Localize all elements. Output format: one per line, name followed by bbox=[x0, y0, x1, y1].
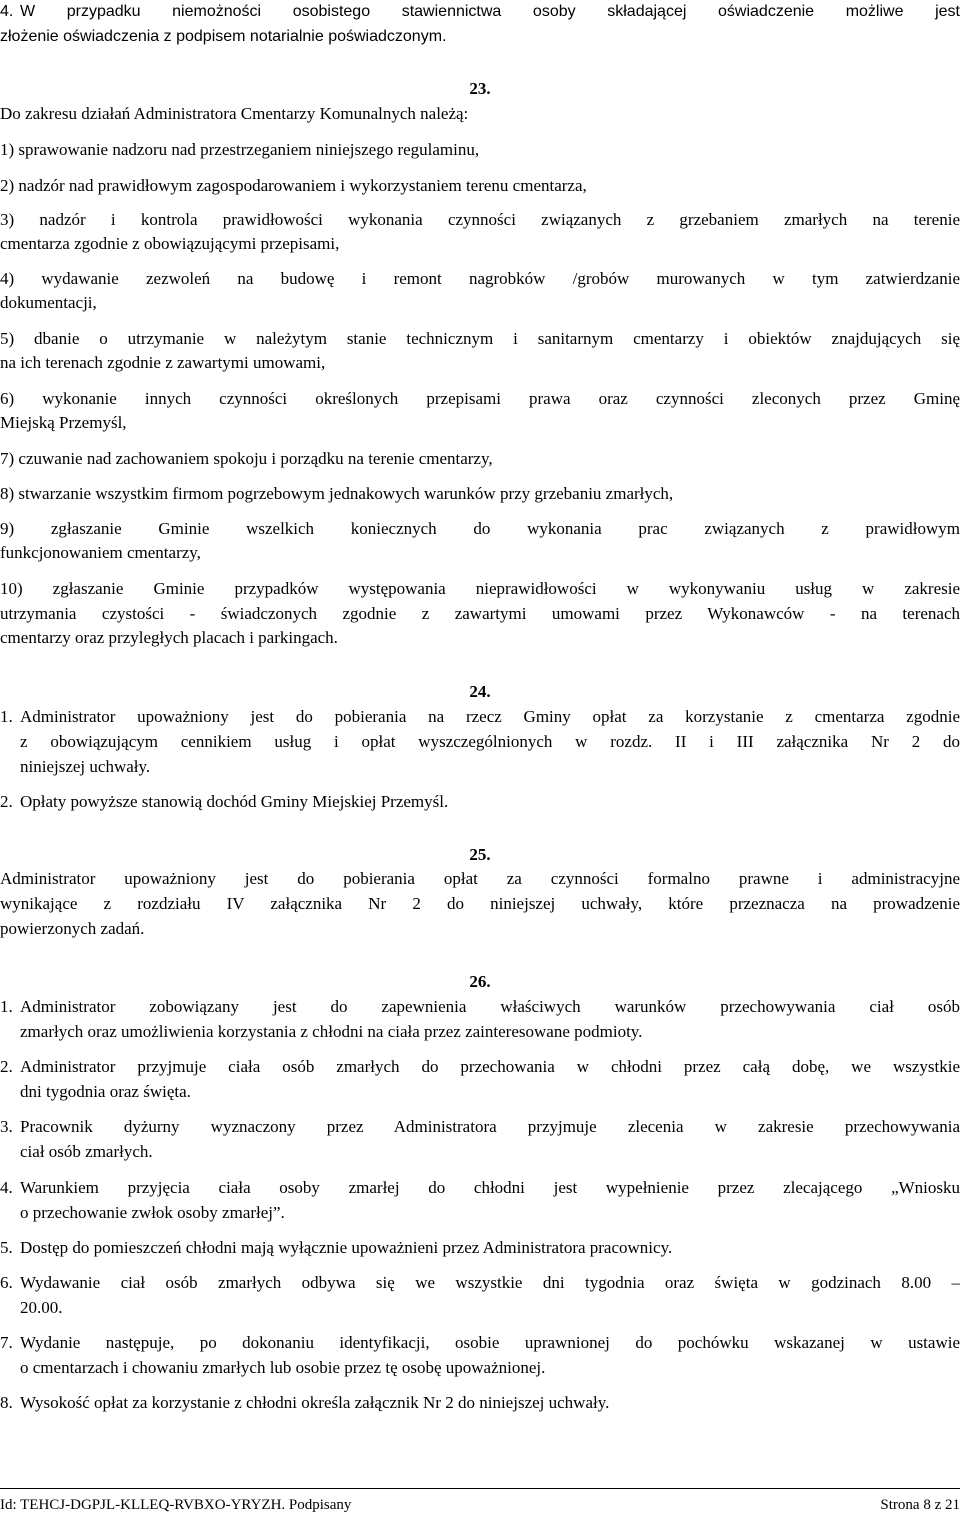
list-item-line: funkcjonowaniem cmentarzy, bbox=[0, 543, 201, 562]
page-number: Strona 8 z 21 bbox=[880, 1497, 960, 1513]
section-heading: 26. bbox=[469, 972, 491, 991]
list-item-line: dni tygodnia oraz święta. bbox=[20, 1082, 191, 1101]
list-item-line: o przechowanie zwłok osoby zmarłej”. bbox=[20, 1203, 285, 1222]
item-text: Wydanie następuje, po dokonaniu identyfikacji, osobie uprawnionej do pochówku wskazanej w ustawie bbox=[20, 1333, 960, 1352]
list-item-line bbox=[0, 707, 960, 727]
list-item-line: 5) dbanie o utrzymanie w należytym stanie technicznym i sanitarnym cmentarzy i obiektów znajdujących się bbox=[0, 329, 960, 348]
list-item-line: 4) wydawanie zezwoleń na budowę i remont nagrobków /grobów murowanych w tym zatwierdzanie bbox=[0, 269, 960, 288]
item-number: 7. bbox=[0, 1333, 13, 1352]
paragraph-line: powierzonych zadań. bbox=[0, 919, 145, 938]
list-item-line: 3) nadzór i kontrola prawidłowości wykonania czynności związanych z grzebaniem zmarłych na terenie bbox=[0, 210, 960, 229]
item-text: Administrator upoważniony jest do pobierania na rzecz Gminy opłat za korzystanie z cmentarza zgodnie bbox=[20, 707, 960, 726]
item-text: Dostęp do pomieszczeń chłodni mają wyłącznie upoważnieni przez Administratora pracownicy. bbox=[20, 1238, 673, 1257]
list-item-line: cmentarzy oraz przyległych placach i parkingach. bbox=[0, 628, 338, 647]
footer-divider bbox=[0, 1488, 960, 1489]
list-item-line bbox=[0, 997, 960, 1017]
list-item-line: 2) nadzór nad prawidłowym zagospodarowaniem i wykorzystaniem terenu cmentarza, bbox=[0, 176, 587, 195]
list-item-line: ciał osób zmarłych. bbox=[20, 1142, 153, 1161]
item-number: 2. bbox=[0, 1057, 13, 1076]
list-item-line: 20.00. bbox=[20, 1298, 63, 1317]
section-heading: 24. bbox=[469, 682, 491, 701]
list-item-line: 8) stwarzanie wszystkim firmom pogrzebowym jednakowych warunków przy grzebaniu zmarłych, bbox=[0, 484, 674, 503]
item-number: 4. bbox=[0, 1178, 13, 1197]
list-item-line: 7) czuwanie nad zachowaniem spokoju i porządku na terenie cmentarzy, bbox=[0, 449, 493, 468]
list-item-line: z obowiązującym cennikiem usług i opłat wyszczególnionych w rozdz. II i III załącznika Nr 2 do bbox=[20, 732, 960, 751]
paragraph-line: Administrator upoważniony jest do pobierania opłat za czynności formalno prawne i administracyjne bbox=[0, 869, 960, 888]
paragraph-line: złożenie oświadczenia z podpisem notarialnie poświadczonym. bbox=[0, 28, 447, 45]
list-item-line bbox=[0, 1393, 960, 1413]
item-text: W przypadku niemożności osobistego stawiennictwa osoby składającej oświadczenie możliwe jest bbox=[20, 3, 960, 20]
list-item-line bbox=[0, 792, 960, 812]
list-item-line: Miejską Przemyśl, bbox=[0, 413, 127, 432]
paragraph-line: wynikające z rozdziału IV załącznika Nr 2 do niniejszej uchwały, które przeznacza na prowadzenie bbox=[0, 894, 960, 913]
list-item-line: 6) wykonanie innych czynności określonych przepisami prawa oraz czynności zleconych przez Gminę bbox=[0, 389, 960, 408]
list-item-line bbox=[0, 1238, 960, 1258]
item-text: Warunkiem przyjęcia ciała osoby zmarłej do chłodni jest wypełnienie przez zlecającego „Wniosku bbox=[20, 1178, 960, 1197]
list-item-line bbox=[0, 1178, 960, 1198]
list-item-line: zmarłych oraz umożliwienia korzystania z chłodni na ciała przez zainteresowane podmioty. bbox=[20, 1022, 643, 1041]
list-item-line bbox=[0, 1273, 960, 1293]
item-text: Pracownik dyżurny wyznaczony przez Administratora przyjmuje zlecenia w zakresie przechowywania bbox=[20, 1117, 960, 1136]
list-item-line: o cmentarzach i chowaniu zmarłych lub osobie przez tę osobę upoważnionej. bbox=[20, 1358, 546, 1377]
item-number: 1. bbox=[0, 997, 13, 1016]
page-footer bbox=[0, 1496, 960, 1514]
list-item-line: cmentarza zgodnie z obowiązującymi przepisami, bbox=[0, 234, 340, 253]
list-item-line: niniejszej uchwały. bbox=[20, 757, 151, 776]
list-item-line bbox=[0, 1057, 960, 1077]
item-number: 5. bbox=[0, 1238, 13, 1257]
section-heading: 25. bbox=[469, 845, 491, 864]
item-text: Administrator zobowiązany jest do zapewnienia właściwych warunków przechowywania ciał osób bbox=[20, 997, 960, 1016]
item-text: Wydawanie ciał osób zmarłych odbywa się we wszystkie dni tygodnia oraz święta w godzinach 8.00 – bbox=[20, 1273, 960, 1292]
item-number: 4. bbox=[0, 3, 14, 20]
list-item-line: 1) sprawowanie nadzoru nad przestrzeganiem niniejszego regulaminu, bbox=[0, 140, 480, 159]
list-item-line: dokumentacji, bbox=[0, 293, 97, 312]
item-number: 3. bbox=[0, 1117, 13, 1136]
item-text: Opłaty powyższe stanowią dochód Gminy Miejskiej Przemyśl. bbox=[20, 792, 449, 811]
item-number: 2. bbox=[0, 792, 13, 811]
list-item-line: utrzymania czystości - świadczonych zgodnie z zawartymi umowami przez Wykonawców - na terenach bbox=[0, 604, 960, 623]
list-item-line: 10) zgłaszanie Gminie przypadków występowania nieprawidłowości w wykonywaniu usług w zakresie bbox=[0, 579, 960, 598]
item-number: 6. bbox=[0, 1273, 13, 1292]
document-id: Id: TEHCJ-DGPJL-KLLEQ-RVBXO-YRYZH. Podpisany bbox=[0, 1497, 352, 1513]
item-number: 8. bbox=[0, 1393, 13, 1412]
list-item-line bbox=[0, 1117, 960, 1137]
section-intro: Do zakresu działań Administratora Cmentarzy Komunalnych należą: bbox=[0, 104, 469, 123]
item-text: Administrator przyjmuje ciała osób zmarłych do przechowania w chłodni przez całą dobę, we wszystkie bbox=[20, 1057, 960, 1076]
list-item-line: na ich terenach zgodnie z zawartymi umowami, bbox=[0, 353, 326, 372]
item-number: 1. bbox=[0, 707, 13, 726]
list-item-line: 9) zgłaszanie Gminie wszelkich koniecznych do wykonania prac związanych z prawidłowym bbox=[0, 519, 960, 538]
item-text: Wysokość opłat za korzystanie z chłodni określa załącznik Nr 2 do niniejszej uchwały. bbox=[20, 1393, 610, 1412]
paragraph-line bbox=[0, 2, 960, 22]
list-item-line bbox=[0, 1333, 960, 1353]
section-heading: 23. bbox=[469, 79, 491, 98]
